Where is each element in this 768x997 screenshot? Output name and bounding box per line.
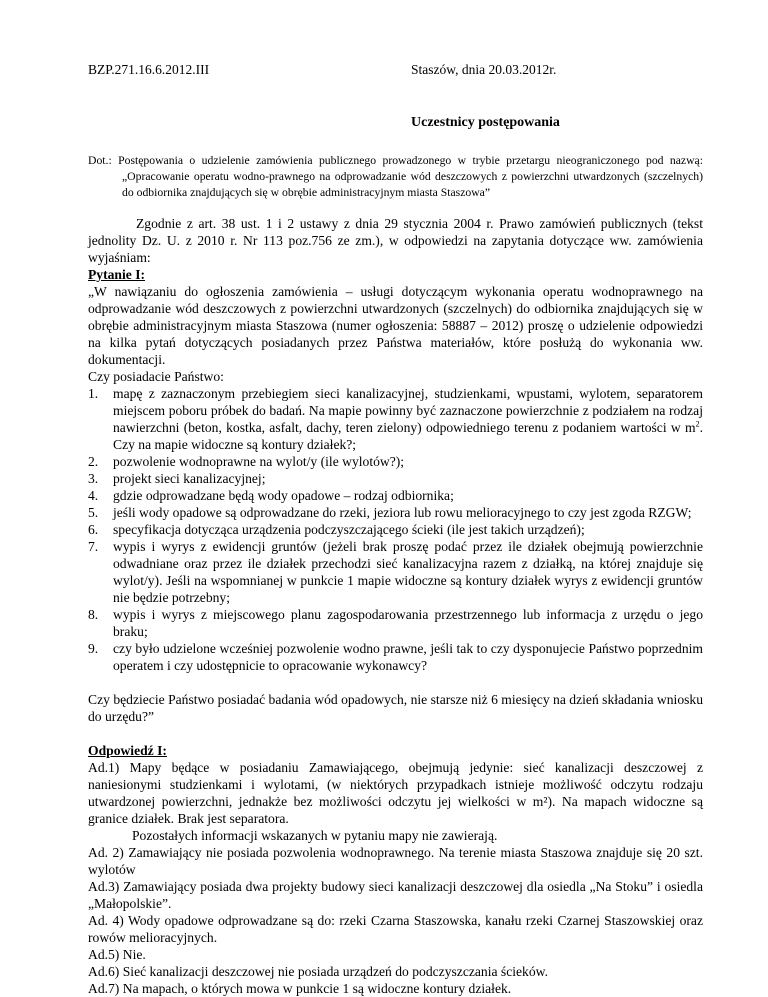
answer-text: Sieć kanalizacji deszczowej nie posiada urządzeń do podczyszczania ścieków. [122, 964, 548, 979]
answer-item [88, 878, 703, 912]
question-list [88, 385, 703, 674]
list-item [88, 521, 703, 538]
document-title: Uczestnicy postępowania [411, 115, 560, 130]
answer-text: Nie. [122, 947, 146, 962]
question-text: „W nawiązaniu do ogłoszenia zamówienia – usługi dotyczącym wykonania operatu wodnoprawnego na odprowadzanie wód deszczowych z powierzchni utwardzonych (szczelnych) do odbiornika znajdujących się w obrębie administracyjnym miasta Staszowa (numer ogłoszenia: 58887 – 2012) proszę o udzielenie odpowiedzi na kilka pytań dotyczących posiadanych przez Państwa materiałów, które posłużą do wykonania ww. dokumentacji. [88, 284, 703, 367]
subject-reference [88, 153, 703, 201]
answer-item [88, 759, 703, 844]
list-item [88, 470, 703, 487]
question-ask: Czy posiadacie Państwo: [88, 369, 224, 384]
answer-item [88, 980, 703, 997]
answer-label: Ad.1) [88, 760, 120, 775]
list-item-tail: . Czy na mapie widoczne są kontury działek?; [113, 420, 703, 452]
list-item-number: 7. [88, 539, 99, 554]
list-item [88, 487, 703, 504]
reference-number: BZP.271.16.6.2012.III [88, 62, 210, 77]
place-and-date: Staszów, dnia 20.03.2012r. [411, 62, 557, 77]
list-item-text: jeśli wody opadowe są odprowadzane do rzeki, jeziora lub rowu melioracyjnego to czy jest zgoda RZGW; [113, 505, 692, 520]
list-item-number: 8. [88, 607, 99, 622]
answer-label: Ad.3) [88, 879, 120, 894]
answer-heading: Odpowiedź I: [88, 743, 167, 758]
intro-paragraph: Zgodnie z art. 38 ust. 1 i 2 ustawy z dnia 29 stycznia 2004 r. Prawo zamówień publicznych (tekst jednolity Dz. U. z 2010 r. Nr 113 poz.756 ze zm.), w odpowiedzi na zapytania dotyczące ww. zamówienia wyjaśniam: [88, 216, 703, 265]
list-item-text: wypis i wyrys z ewidencji gruntów (jeżeli brak proszę podać przez ile działek obejmują powierzchnie odwadniane oraz przez ile działek przechodzi sieć kanalizacyjna razem z działką, na której znajduje się wylot/y). Jeśli na wspomnianej w punkcie 1 mapie widoczne są kontury działek wyrys z ewidencji gruntów nie będzie potrzebny; [113, 539, 703, 605]
list-item [88, 453, 703, 470]
list-item [88, 504, 703, 521]
list-item-text: projekt sieci kanalizacyjnej; [113, 471, 266, 486]
answer-text: Wody opadowe odprowadzane są do: rzeki Czarna Staszowska, kanału rzeki Czarnej Staszowskiej oraz rowów melioracyjnych. [88, 913, 703, 945]
list-item-text: pozwolenie wodnoprawne na wylot/y (ile wylotów?); [113, 454, 405, 469]
list-item-text: mapę z zaznaczonym przebiegiem sieci kanalizacyjnej, studzienkami, wpustami, wylotem, separatorem miejscem poboru próbek do badań. Na mapie powinny być zaznaczone powierzchnie z podziałem na rodzaj nawierzchni (beton, kostka, asfalt, dachy, teren zielony) odpowiedniego terenu z podaniem wartości w m [113, 386, 703, 435]
list-item-text: specyfikacja dotycząca urządzenia podczyszczającego ścieki (ile jest takich urządzeń); [113, 522, 585, 537]
list-item-number: 2. [88, 454, 99, 469]
answer-extra: Pozostałych informacji wskazanych w pytaniu mapy nie zawierają. [132, 828, 498, 843]
list-item [88, 385, 703, 453]
question-heading: Pytanie I: [88, 267, 146, 282]
document-body [88, 215, 703, 997]
subject-text: Dot.: Postępowania o udzielenie zamówienia publicznego prowadzonego w trybie przetargu nieograniczonego pod nazwą: „Opracowanie operatu wodno-prawnego na odprowadzanie wód deszczowych z powierzchni utwardzonych (szczelnych) do odbiornika znajdujących się w obrębie administracyjnym miasta Staszowa” [88, 154, 703, 199]
answer-item [88, 946, 703, 963]
list-item-text: czy było udzielone wcześniej pozwolenie wodno prawne, jeśli tak to czy dysponujecie Państwo poprzednim operatem i czy udostępnicie to opracowanie wykonawcy? [113, 641, 703, 673]
answer-text: Mapy będące w posiadaniu Zamawiającego, obejmują jedynie: sieć kanalizacji deszczowej z naniesionymi studzienkami i wylotami, (w niektórych przypadkach istnieje możliwość odczytu rodzaju utwardzonej powierzchni, jednakże bez możliwości odczytu jej wielkości w m²). Na mapach widoczne są granice działek. Brak jest separatora. [88, 760, 703, 826]
answer-label: Ad.5) [88, 947, 120, 962]
answer-label: Ad. 4) [88, 913, 124, 928]
answer-label: Ad.6) [88, 964, 120, 979]
superscript: 2 [695, 419, 700, 429]
list-item [88, 640, 703, 674]
answer-text: Zamawiający posiada dwa projekty budowy sieci kanalizacji deszczowej dla osiedla „Na Stoku” i osiedla „Małopolskie”. [88, 879, 703, 911]
list-item [88, 538, 703, 606]
list-item-text: gdzie odprowadzane będą wody opadowe – rodzaj odbiornika; [113, 488, 454, 503]
list-item-number: 9. [88, 641, 99, 656]
answer-item [88, 912, 703, 946]
list-item-number: 1. [88, 386, 99, 401]
answer-item [88, 963, 703, 980]
list-item [88, 606, 703, 640]
answer-text: Na mapach, o których mowa w punkcie 1 są widoczne kontury działek. [122, 981, 512, 996]
list-item-number: 5. [88, 505, 99, 520]
list-item-text: wypis i wyrys z miejscowego planu zagospodarowania przestrzennego lub informacja z urzędu o jego braku; [113, 607, 703, 639]
answer-label: Ad.7) [88, 981, 120, 996]
list-item-number: 3. [88, 471, 99, 486]
answer-item [88, 844, 703, 878]
list-item-number: 6. [88, 522, 99, 537]
answer-text: Zamawiający nie posiada pozwolenia wodnoprawnego. Na terenie miasta Staszowa znajduje się 20 szt. wylotów [88, 845, 703, 877]
answer-label: Ad. 2) [88, 845, 124, 860]
list-item-number: 4. [88, 488, 99, 503]
question-closing: Czy będziecie Państwo posiadać badania wód opadowych, nie starsze niż 6 miesięcy na dzień składania wniosku do urzędu?” [88, 692, 703, 724]
